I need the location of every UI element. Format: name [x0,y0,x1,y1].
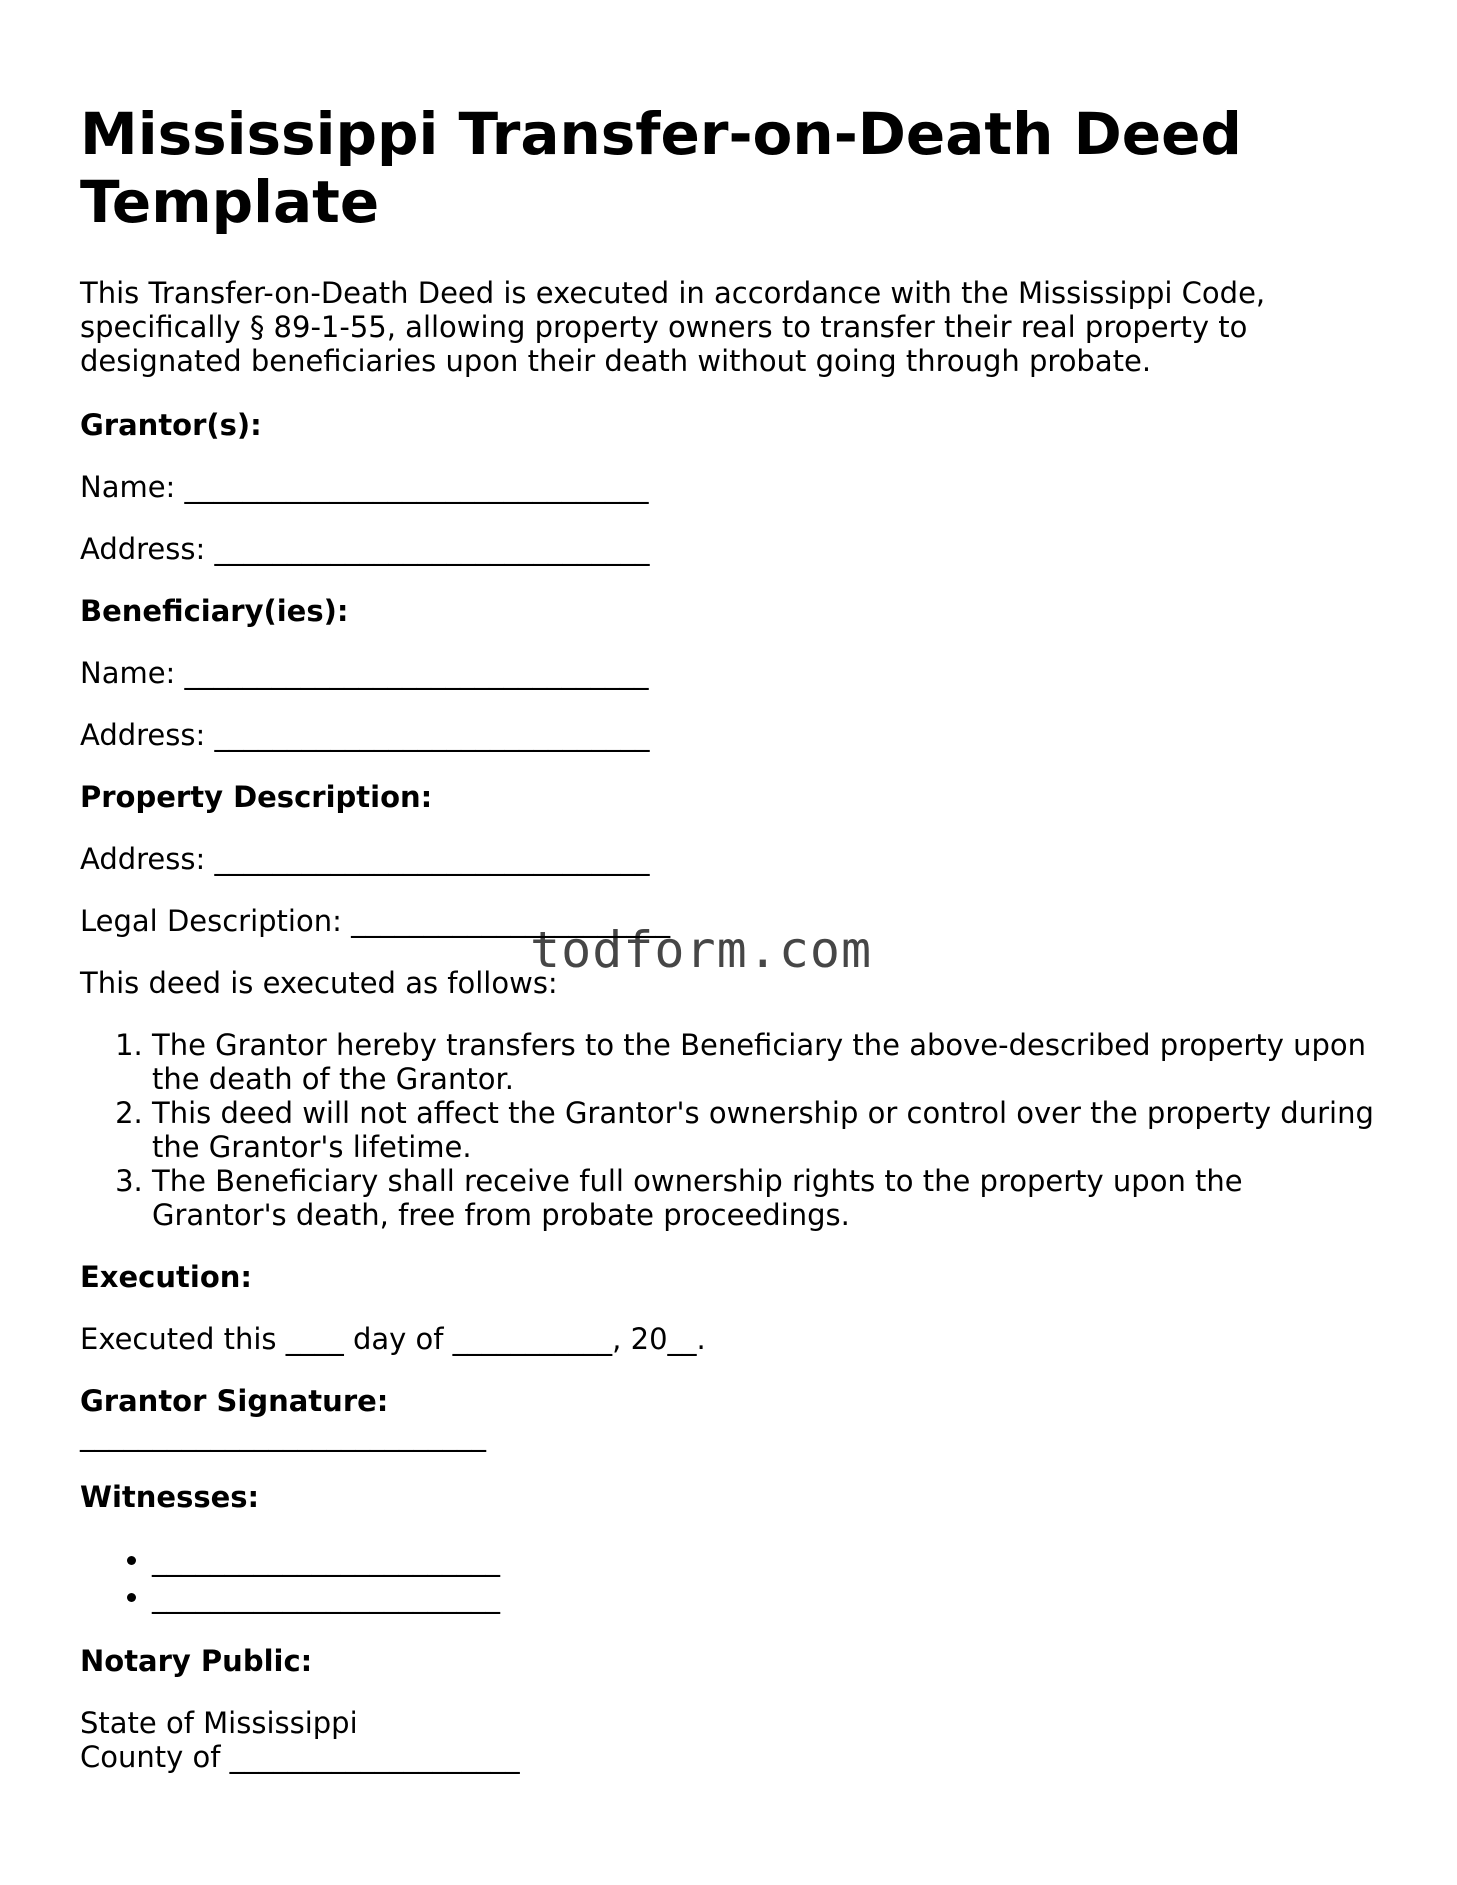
intro-paragraph: This Transfer-on-Death Deed is executed in accordance with the Mississippi Code, specifically § 89-1-55, allowing property owners to transfer their real property to designated beneficiaries upon their death without going through probate. [80,276,1266,378]
beneficiary-address-field: Address: ______________________________ [80,718,650,752]
grantor-signature-line: ____________________________ [80,1418,486,1452]
witnesses-list [80,1542,1380,1616]
notary-heading: Notary Public: [80,1644,313,1678]
property-legal-description-field: Legal Description: ______________________ [80,904,671,938]
executed-as-follows-text: This deed is executed as follows: [80,966,558,1000]
witness-signature-line: • ________________________ [152,1542,1380,1579]
grantor-signature-heading: Grantor Signature: [80,1384,389,1418]
terms-list [80,1028,1380,1232]
witness-signature-line: • ________________________ [152,1579,1380,1616]
notary-state: State of Mississippi [80,1706,358,1740]
execution-date-line: Executed this ____ day of ___________, 20__. [80,1322,706,1356]
watermark: todform.com [530,921,873,979]
property-address-field: Address: ______________________________ [80,842,650,876]
grantor-name-field: Name: ________________________________ [80,470,649,504]
list-item: 1. The Grantor hereby transfers to the Beneficiary the above-described property upon the death of the Grantor. [152,1028,1380,1096]
execution-heading: Execution: [80,1260,252,1294]
document-page [80,100,1380,1774]
grantor-address-field: Address: ______________________________ [80,532,650,566]
witnesses-heading: Witnesses: [80,1480,260,1514]
beneficiary-heading: Beneficiary(ies): [80,594,349,628]
property-heading: Property Description: [80,780,433,814]
notary-county-line: County of ____________________ [80,1740,520,1774]
page-title: Mississippi Transfer-on-Death Deed Template [80,100,1242,236]
beneficiary-name-field: Name: ________________________________ [80,656,649,690]
list-item: 3. The Beneficiary shall receive full ownership rights to the property upon the Grantor's death, free from probate proceedings. [152,1164,1380,1232]
grantor-heading: Grantor(s): [80,408,262,442]
list-item: 2. This deed will not affect the Grantor's ownership or control over the property during the Grantor's lifetime. [152,1096,1380,1164]
